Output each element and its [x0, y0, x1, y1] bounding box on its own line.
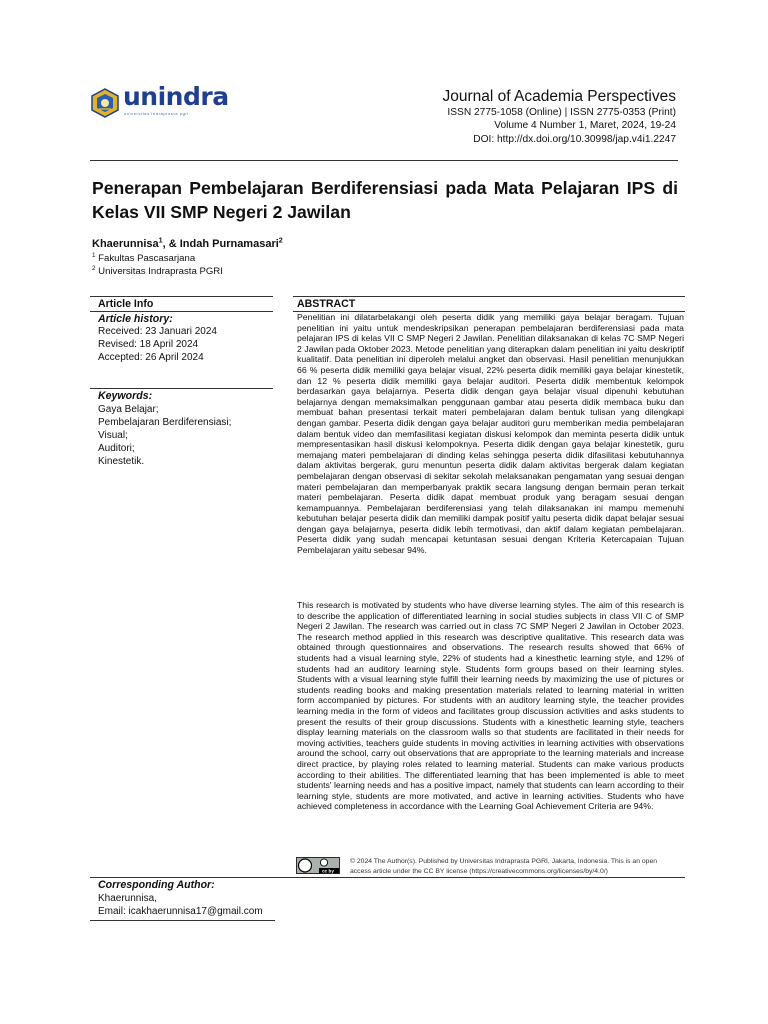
paper-title: Penerapan Pembelajaran Berdiferensiasi pada Mata Pelajaran IPS di Kelas VII SMP Negeri 2 Jawilan — [92, 178, 678, 222]
abstract-heading: ABSTRACT — [297, 298, 356, 310]
info-heading-rule — [90, 311, 273, 312]
received-date: Received: 23 Januari 2024 — [98, 326, 217, 337]
journal-name: Journal of Academia Perspectives — [442, 88, 676, 105]
university-logo — [90, 82, 229, 120]
doi-link[interactable]: DOI: http://dx.doi.org/10.30998/jap.v4i1.2247 — [473, 133, 676, 145]
logo-tagline: universitas indraprasta pgri — [124, 111, 189, 116]
affiliation — [92, 266, 223, 277]
corresponding-author-email[interactable]: Email: icakhaerunnisa17@gmail.com — [98, 906, 263, 917]
affiliation-marker: 2 — [92, 264, 96, 272]
revised-date: Revised: 18 April 2024 — [98, 339, 199, 350]
keywords-rule — [90, 388, 273, 389]
article-info-heading: Article Info — [98, 298, 154, 310]
volume-line: Volume 4 Number 1, Maret, 2024, 19-24 — [494, 120, 676, 132]
issn-line: ISSN 2775-1058 (Online) | ISSN 2775-0353 (Print) — [447, 107, 676, 118]
author-affiliation-marker: 2 — [278, 236, 283, 245]
info-top-rule — [90, 296, 273, 297]
accepted-date: Accepted: 26 April 2024 — [98, 352, 204, 363]
logo-wordmark: unindra — [123, 82, 229, 111]
keyword-item: Visual; — [98, 430, 128, 441]
cc-badge-text: cc by — [322, 868, 334, 874]
keyword-item: Auditori; — [98, 443, 135, 454]
abstract-top-rule — [293, 296, 685, 297]
cc-by-license-icon — [296, 857, 340, 874]
keyword-item: Pembelajaran Berdiferensiasi; — [98, 417, 232, 428]
license-notice: © 2024 The Author(s). Published by Universitas Indraprasta PGRI, Jakarta, Indonesia. This is an open access article under the CC BY license (https://creativecommons.org/licenses/by/4.0/) — [350, 858, 658, 876]
corresponding-rule — [90, 877, 685, 878]
corresponding-author-name: Khaerunnisa, — [98, 893, 157, 904]
article-history-label: Article history: — [98, 313, 173, 325]
corresponding-bottom-rule — [90, 920, 275, 921]
author-line — [92, 238, 283, 250]
keyword-item: Kinestetik. — [98, 456, 145, 467]
abstract-indonesian: Penelitian ini dilatarbelakangi oleh peserta didik yang memiliki gaya belajar beragam. Tujuan penelitian ini yaitu untuk mendeskripsikan penerapan pembelajaran berdiferensiasi pada mata pelajaran IPS di kelas VII C SMP Negeri 2 Jawilan. Penelitian dilaksanakan di kelas 7C SMP Negeri 2 Jawilan pada Oktober 2023. Metode penelitian yang diterapkan dalam penelitian ini yaitu deskriptif kualitatif. Data penelitian ini diperoleh melalui angket dan observasi. Hasil penelitian menunjukkan 66 % peserta didik memiliki gaya belajar visual, 22% peserta didik memiliki gaya belajar kinestetik, dan 12 % peserta didik memiliki gaya belajar auditori. Peserta didik membentuk kelompok berdasarkan gaya belajarnya. Peserta didik dengan gaya belajar visual dipenuhi kebutuhan belajarnya dengan memaksimalkan penggunaan gambar atau peserta didik membaca buku dan membuat bahan presentasi terkait materi pembelajaran dalam bentuk tulisan yang dilengkapi dengan gambar. Peserta didik dengan gaya belajar auditori guru memberikan media pembelajaran dalam bentuk video dan memfasilitasi kegiatan diskusi kelompok dan meminta peserta didik untuk mempresentasikan hasil diskusi kelompoknya. Peserta didik dengan gaya belajar kinestetik, guru memajang materi pembelajaran di dinding kelas sehingga peserta didik difasilitasi kebutuhannya dalam aktivitas bergerak, guru menuntun peserta didik dalam aktivitas bergerak dalam kegiatan pembelajaran dengan observasi di sekitar sekolah melaksanakan pengamatan yang sesuai dengan materi pembelajaran dan memperbanyak praktik secara langsung dengan bermain peran terkait materi pembelajaran. Peserta didik dapat membuat produk yang beragam sesuai dengan kemampuannya. Pembelajaran berdiferensiasi yang telah dilaksanakan ini mampu memenuhi kebutuhan belajar peserta didik dan memiliki dampak positif yaitu peserta didik dapat belajar sesuai dengan gaya belajarnya, peserta didik lebih termotivasi, dan aktif dalam kegiatan pembelajaran. Peserta didik yang sudah mencapai ketuntasan sesuai dengan Kriteria Ketercapaian Tujuan Pembelajaran yaitu sebesar 94%. — [297, 312, 684, 556]
affiliation — [92, 253, 195, 264]
affiliation-name: Universitas Indraprasta PGRI — [98, 266, 223, 277]
journal-info — [443, 87, 676, 146]
author-joiner: , & — [162, 238, 180, 250]
corresponding-author-label: Corresponding Author: — [98, 879, 215, 891]
author-name: Indah Purnamasari — [179, 238, 279, 250]
keyword-item: Gaya Belajar; — [98, 404, 159, 415]
keywords-label: Keywords: — [98, 390, 153, 402]
affiliation-name: Fakultas Pascasarjana — [98, 253, 196, 264]
header-divider — [90, 160, 678, 161]
affiliation-marker: 1 — [92, 251, 96, 259]
university-seal-icon — [90, 88, 120, 118]
author-name: Khaerunnisa — [92, 238, 159, 250]
author-affiliation-marker: 1 — [158, 236, 163, 245]
abstract-english: This research is motivated by students who have diverse learning styles. The aim of this research is to describe the application of differentiated learning in social studies subjects in class VII C of SMP Negeri 2 Jawilan. The research was carried out in class 7C SMP Negeri 2 Jawilan in October 2023. The research method applied in this research was descriptive qualitative. This research data was obtained through questionnaires and observations. The research results showed that 66% of students had a visual learning style, 22% of students had a kinesthetic learning style, and 12% of students had an auditory learning style. Students form groups based on their learning styles. Students with a visual learning style fulfill their learning needs by maximizing the use of pictures or students reading books and making presentation materials related to learning material in written form accompanied by pictures. For students with an auditory learning style, the teacher provides learning media in the form of videos and facilitates group discussion activities and asks students to present the results of their group discussions. Students with a kinesthetic learning style, teachers display learning materials on the classroom walls so that students are facilitated in their needs for moving activities, teachers guide students in moving activities in learning activities with observations around the school, carry out observations that are appropriate to the learning materials and increase direct practice, by playing roles related to learning material. Students can make various products according to their abilities. The differentiated learning that has been implemented is able to meet students' learning needs and has a positive impact, namely that students can learn according to their learning style, students are more motivated, and active in learning activities. Students who have achieved completeness in accordance with the Learning Goal Achievement Criteria are 94%. — [297, 600, 684, 812]
